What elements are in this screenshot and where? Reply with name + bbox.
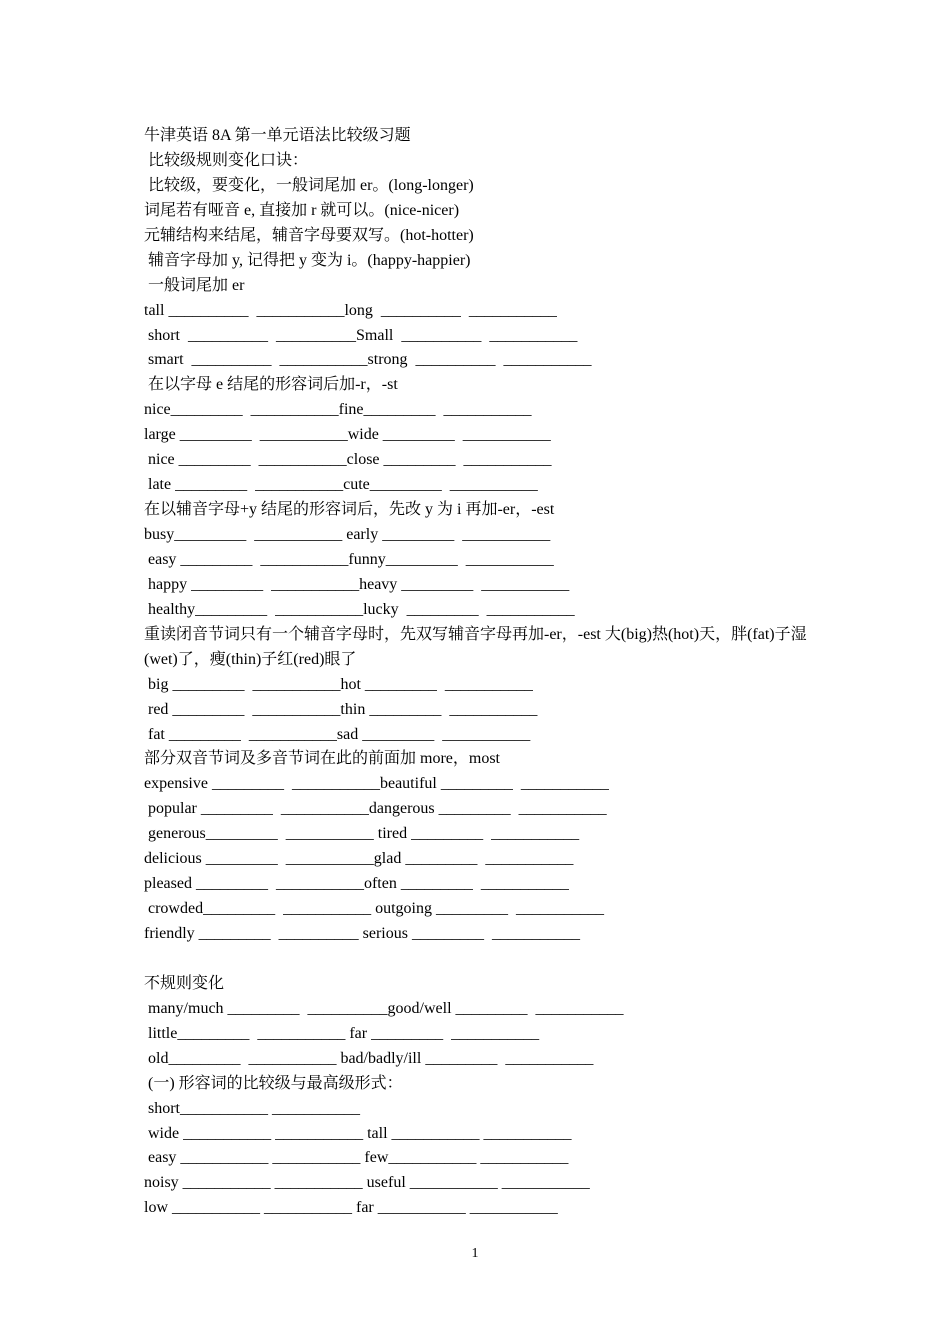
- exercise-line: noisy ___________ ___________ useful ___________ ___________: [144, 1174, 590, 1192]
- exercise-line: red _________ ___________thin _________ ___________: [144, 700, 538, 718]
- exercise-line: 词尾若有哑音 e, 直接加 r 就可以。(nice-nicer): [144, 201, 460, 219]
- exercise-line: happy _________ ___________heavy _________ ___________: [144, 575, 570, 593]
- exercise-line: 不规则变化: [144, 974, 225, 992]
- blank-line: [144, 947, 824, 972]
- exercise-line: easy _________ ___________funny_________ ___________: [144, 550, 554, 568]
- exercise-line: nice_________ ___________fine_________ ___________: [144, 401, 532, 419]
- exercise-line: 元辅结构来结尾，辅音字母要双写。(hot-hotter): [144, 226, 474, 244]
- exercise-line: little_________ ___________ far _________ ___________: [144, 1024, 540, 1042]
- exercise-line: short __________ __________Small __________ ___________: [144, 326, 578, 344]
- exercise-line: delicious _________ ___________glad _________ ___________: [144, 850, 574, 868]
- exercise-line: pleased _________ ___________often _________ ___________: [144, 875, 569, 893]
- exercise-line: tall __________ ___________long __________ ___________: [144, 301, 557, 319]
- exercise-lines: [144, 149, 824, 1221]
- exercise-line: 辅音字母加 y, 记得把 y 变为 i。(happy-happier): [144, 251, 471, 269]
- exercise-line: 一般词尾加 er: [144, 276, 245, 294]
- exercise-line: friendly _________ __________ serious _________ ___________: [144, 925, 580, 943]
- exercise-line: 比较级，要变化，一般词尾加 er。(long-longer): [144, 176, 474, 194]
- exercise-line: expensive _________ ___________beautiful _________ ___________: [144, 775, 609, 793]
- exercise-line: smart __________ ___________strong __________ ___________: [144, 351, 592, 369]
- exercise-line: generous_________ ___________ tired _________ ___________: [144, 825, 580, 843]
- page-number: 1: [471, 1246, 479, 1261]
- exercise-line: big _________ ___________hot _________ ___________: [144, 675, 533, 693]
- exercise-line: nice _________ ___________close _________ ___________: [144, 451, 552, 469]
- exercise-line: old_________ ___________ bad/badly/ill _________ ___________: [144, 1049, 594, 1067]
- exercise-line: healthy_________ ___________lucky _________ ___________: [144, 600, 575, 618]
- exercise-line: wide ___________ ___________ tall ___________ ___________: [144, 1124, 572, 1142]
- exercise-line: low ___________ ___________ far ___________ ___________: [144, 1199, 558, 1217]
- exercise-line: short___________ ___________: [144, 1099, 360, 1117]
- exercise-line: large _________ ___________wide _________ ___________: [144, 426, 551, 444]
- exercise-line: 重读闭音节词只有一个辅音字母时，先双写辅音字母再加-er，-est 大(big)热(hot)天，胖(fat)子湿(wet)了，瘦(thin)子红(red)眼了: [144, 625, 807, 668]
- exercise-line: fat _________ ___________sad _________ ___________: [144, 725, 531, 743]
- exercise-line: popular _________ ___________dangerous _________ ___________: [144, 800, 607, 818]
- exercise-line: 在以字母 e 结尾的形容词后加-r，-st: [144, 376, 398, 394]
- exercise-line: (一) 形容词的比较级与最高级形式：: [144, 1074, 403, 1092]
- exercise-line: late _________ ___________cute_________ ___________: [144, 476, 538, 494]
- exercise-line: 部分双音节词及多音节词在此的前面加 more，most: [144, 750, 500, 768]
- exercise-line: easy ___________ ___________ few___________ ___________: [144, 1149, 569, 1167]
- exercise-line: crowded_________ ___________ outgoing _________ ___________: [144, 900, 604, 918]
- exercise-line: 在以辅音字母+y 结尾的形容词后，先改 y 为 i 再加-er，-est: [144, 501, 555, 519]
- document-body: [144, 124, 824, 1221]
- exercise-line: 比较级规则变化口诀：: [144, 151, 309, 169]
- exercise-line: many/much _________ __________good/well _________ ___________: [144, 999, 624, 1017]
- document-title: 牛津英语 8A 第一单元语法比较级习题: [144, 127, 411, 144]
- exercise-line: busy_________ ___________ early _________ ___________: [144, 526, 551, 543]
